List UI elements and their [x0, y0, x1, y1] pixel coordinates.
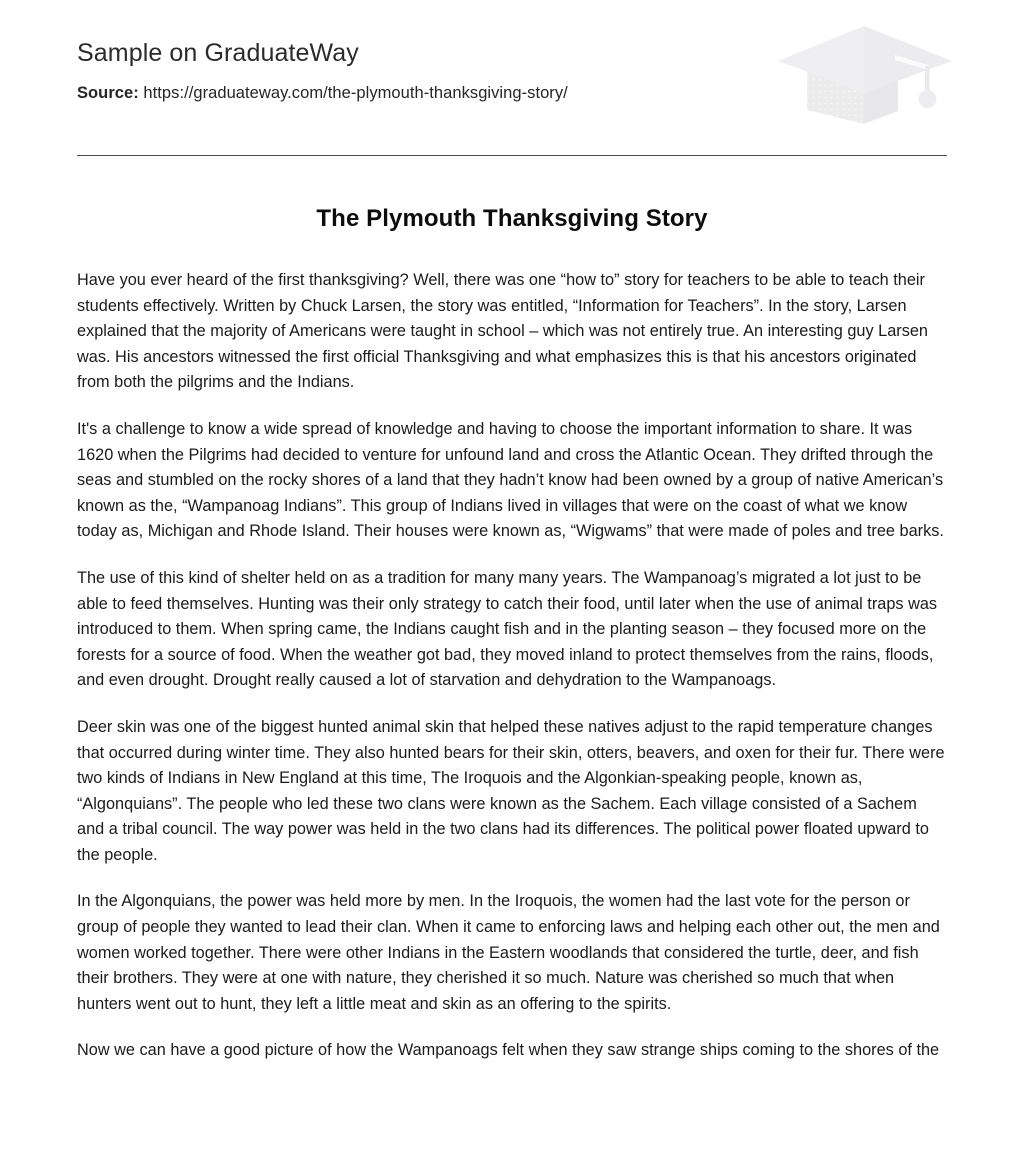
graduation-cap-icon [776, 18, 952, 124]
source-label: Source: [77, 84, 139, 102]
source-url: https://graduateway.com/the-plymouth-thanksgiving-story/ [138, 84, 568, 102]
page-title: The Plymouth Thanksgiving Story [316, 205, 708, 232]
article-body [0, 155, 1024, 1064]
paragraph-list [77, 268, 947, 1064]
page-header [0, 0, 1024, 118]
paragraph: The use of this kind of shelter held on as a tradition for many many years. The Wampanoag’s migrated a lot just to be able to feed themselves. Hunting was their only strategy to catch their food, until later when the use of animal traps was introduced to them. When spring came, the Indians caught fish and in the planting season – they focused more on the forests for a source of food. When the weather got bad, they moved inland to protect themselves from the rains, floods, and even drought. Drought really caused a lot of starvation and dehydration to the Wampanoags. [77, 568, 938, 690]
brand-title: Sample on GraduateWay [77, 39, 359, 67]
paragraph: Now we can have a good picture of how the Wampanoags felt when they saw strange ships coming to the shores of the [77, 1041, 940, 1060]
paragraph: Have you ever heard of the first thanksgiving? Well, there was one “how to” story for teachers to be able to teach their students effectively. Written by Chuck Larsen, the story was entitled, “Information for Teachers”. In the story, Larsen explained that the majority of Americans were taught in school – which was not entirely true. An interesting guy Larsen was. His ancestors witnessed the first official Thanksgiving and what emphasizes this is that his ancestors originated from both the pilgrims and the Indians. [77, 271, 928, 392]
paragraph: In the Algonquians, the power was held more by men. In the Iroquois, the women had the last vote for the person or group of people they wanted to lead their clan. When it came to enforcing laws and helping each other out, the men and women worked together. There were other Indians in the Eastern woodlands that considered the turtle, deer, and fish their brothers. They were at one with nature, they cherished it so much. Nature was cherished so much that when hunters went out to hunt, they left a little meat and skin as an offering to the spirits. [77, 892, 940, 1013]
paragraph: Deer skin was one of the biggest hunted animal skin that helped these natives adjust to the rapid temperature changes that occurred during winter time. They also hunted bears for their skin, otters, beavers, and oxen for their fur. There were two kinds of Indians in New England at this time, The Iroquois and the Algonkian-speaking people, known as, “Algonquians”. The people who led these two clans were known as the Sachem. Each village consisted of a Sachem and a tribal council. The way power was held in the two clans had its differences. The political power floated upward to the people. [77, 717, 945, 864]
paragraph: It's a challenge to know a wide spread of knowledge and having to choose the important information to share. It was 1620 when the Pilgrims had decided to venture for unfound land and cross the Atlantic Ocean. They drifted through the seas and stumbled on the rocky shores of a land that they hadn’t know had been owned by a group of native American’s known as the, “Wampanoag Indians”. This group of Indians lived in villages that were on the coast of what we know today as, Michigan and Rhode Island. Their houses were known as, “Wigwams” that were made of poles and tree barks. [77, 419, 944, 541]
source-line [77, 84, 947, 103]
